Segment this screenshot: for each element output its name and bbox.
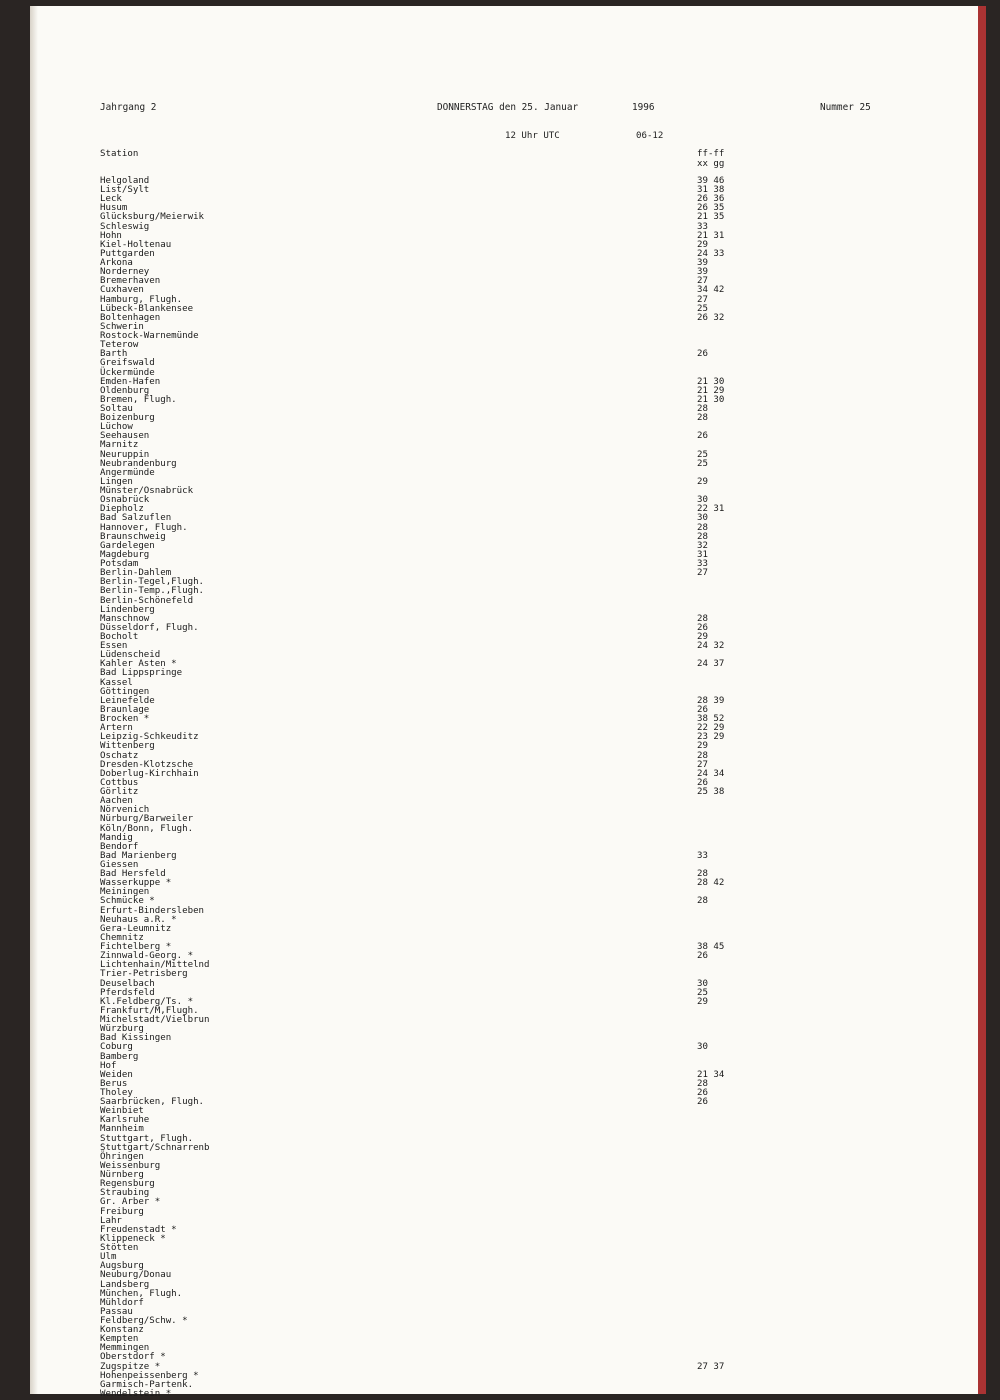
cell-0: Kahler Asten * (100, 659, 177, 670)
cell-12: 33 (697, 221, 708, 232)
cell-0: Seehausen (100, 431, 150, 442)
cell-0: Angermünde (100, 467, 155, 478)
cell-0: Nörvenich (100, 805, 150, 816)
cell-12: 29 (697, 996, 708, 1007)
cell-12: 25 (697, 303, 708, 314)
cell-0: Kiel-Holtenau (100, 239, 172, 250)
cell-0: Hof (100, 1060, 117, 1071)
cell-0: Feldberg/Schw. * (100, 1316, 188, 1326)
cell-12: 29 (697, 239, 708, 250)
cell-0: Emden-Hafen (100, 376, 161, 387)
cell-0: Mannheim (100, 1124, 144, 1135)
cell-12: 24 34 (697, 768, 725, 779)
cell-0: Düsseldorf, Flugh. (100, 622, 199, 633)
cell-12: 21 34 (697, 1069, 725, 1080)
cell-0: Augsburg (100, 1261, 144, 1272)
cell-0: Gera-Leumnitz (100, 923, 172, 934)
cell-0: Potsdam (100, 559, 139, 570)
cell-12: 26 32 (697, 312, 725, 323)
cell-12: 28 (697, 413, 708, 424)
cell-0: Norderney (100, 267, 150, 278)
cell-0: Bad Marienberg (100, 850, 177, 861)
cell-0: Berlin-Tegel,Flugh. (100, 577, 205, 588)
cell-0: Nürburg/Barweiler (100, 814, 194, 825)
cell-0: Wasserkuppe * (100, 878, 172, 889)
cell-12: 25 38 (697, 787, 725, 798)
cell-0: Berus (100, 1078, 128, 1089)
cell-0: Brocken * (100, 714, 150, 725)
cell-0: Köln/Bonn, Flugh. (100, 823, 194, 834)
cell-0: Bocholt (100, 632, 139, 642)
cell-0: Bremerhaven (100, 276, 161, 287)
cell-12: 24 33 (697, 248, 725, 259)
cell-0: Tholey (100, 1088, 133, 1098)
cell-0: List/Sylt (100, 185, 150, 196)
cell-0: Berlin-Schönefeld (100, 595, 194, 606)
header-time-alt: 06-12 (636, 131, 664, 141)
cell-0: Oldenburg (100, 385, 150, 396)
cell-0: Memmingen (100, 1343, 150, 1354)
cell-0: Leipzig-Schkeuditz (100, 732, 199, 743)
cell-12: 27 37 (697, 1361, 725, 1372)
cell-0: Ückermünde (100, 367, 155, 378)
cell-12: 28 (697, 404, 708, 414)
cell-12: 28 39 (697, 695, 725, 706)
cell-0: Pferdsfeld (100, 987, 155, 998)
cell-0: Saarbrücken, Flugh. (100, 1097, 205, 1108)
cell-0: Hohenpeissenberg * (100, 1370, 199, 1381)
cell-0: Meiningen (100, 887, 150, 898)
cell-0: Bad Lippspringe (100, 668, 183, 679)
cell-12: 30 (697, 495, 708, 506)
header-time: 12 Uhr UTC (505, 131, 560, 141)
cell-0: Weiden (100, 1069, 133, 1080)
cell-12: 30 (697, 978, 708, 989)
cell-12: 28 (697, 1078, 708, 1089)
cell-12: 28 42 (697, 878, 725, 889)
cell-0: Oberstdorf * (100, 1352, 166, 1363)
cell-0: Nürnberg (100, 1170, 144, 1181)
cell-0: Bremen, Flugh. (100, 394, 177, 405)
cell-12: 34 42 (697, 285, 725, 296)
cell-12: 29 (697, 632, 708, 642)
cell-12: 38 45 (697, 942, 725, 953)
cell-0: Berlin-Dahlem (100, 568, 172, 579)
cell-0: Helgoland (100, 176, 150, 186)
cell-0: Stuttgart/Schnarrenb (100, 1142, 210, 1153)
cell-12: 39 (697, 267, 708, 278)
cell-0: Öhringen (100, 1151, 144, 1162)
cell-12: 26 (697, 431, 708, 442)
document-page (30, 6, 978, 1399)
cell-0: Bamberg (100, 1051, 139, 1062)
cell-12: 26 35 (697, 203, 725, 214)
cell-0: Zinnwald-Georg. * (100, 951, 194, 962)
cell-0: Rostock-Warnemünde (100, 331, 199, 342)
cell-12: 26 (697, 704, 708, 715)
cell-0: Wittenberg (100, 741, 155, 752)
cell-12: 24 37 (697, 659, 725, 670)
cell-0: Hohn (100, 230, 122, 241)
cell-12: 22 31 (697, 504, 725, 515)
cell-0: Gardelegen (100, 540, 155, 551)
cell-12: 28 (697, 750, 708, 761)
cell-0: Wendelstein * (100, 1388, 172, 1399)
cell-0: Boltenhagen (100, 312, 161, 323)
cell-0: Oschatz (100, 750, 139, 761)
cell-0: Arkona (100, 258, 133, 269)
cell-0: Stuttgart, Flugh. (100, 1133, 194, 1144)
cell-0: Mühldorf (100, 1297, 144, 1308)
cell-0: Erfurt-Bindersleben (100, 905, 205, 916)
cell-0: Trier-Petrisberg (100, 969, 188, 980)
cell-0: Essen (100, 641, 128, 652)
cell-0: Station (100, 149, 139, 159)
cell-0: Braunschweig (100, 531, 166, 542)
cell-0: Leck (100, 194, 122, 205)
cell-0: Gr. Arber * (100, 1197, 161, 1208)
cell-12: 30 (697, 1042, 708, 1053)
cell-0: Lübeck-Blankensee (100, 303, 194, 314)
cell-0: Teterow (100, 340, 139, 351)
cell-0: Lahr (100, 1215, 122, 1226)
cell-0: Göttingen (100, 686, 150, 697)
cell-0: Bad Kissingen (100, 1033, 172, 1044)
cell-0: Karlsruhe (100, 1115, 150, 1126)
cell-0: Neubrandenburg (100, 458, 177, 469)
cell-0: Freiburg (100, 1206, 144, 1217)
cell-12: 39 (697, 258, 708, 269)
cell-12: 39 46 (697, 176, 725, 186)
cell-0: Berlin-Temp.,Flugh. (100, 586, 205, 597)
cell-0: Manschnow (100, 613, 150, 624)
cell-0: Schwerin (100, 321, 144, 332)
cell-0: Lindenberg (100, 604, 155, 615)
cell-12: 26 (697, 349, 708, 360)
cell-0: Aachen (100, 796, 133, 807)
cell-0: Weinbiet (100, 1106, 144, 1117)
cell-12: 27 (697, 276, 708, 287)
header-nummer: Nummer 25 (820, 102, 871, 113)
cell-0: Michelstadt/Vielbrun (100, 1015, 210, 1026)
cell-12: 26 (697, 1088, 708, 1098)
cell-0: Schleswig (100, 221, 150, 232)
cell-12: 30 (697, 513, 708, 524)
cell-12: 33 (697, 559, 708, 570)
cell-0: Diepholz (100, 504, 144, 515)
cell-0: Münster/Osnabrück (100, 486, 194, 497)
cell-12: 28 (697, 896, 708, 907)
cell-0: Ulm (100, 1252, 117, 1263)
cell-12: 26 (697, 777, 708, 788)
cell-12: 28 (697, 869, 708, 880)
cell-12: 28 (697, 613, 708, 624)
cell-0: Marnitz (100, 440, 139, 451)
cell-0: Lüdenscheid (100, 650, 161, 661)
cell-12: 26 (697, 1097, 708, 1108)
cell-0: Hamburg, Flugh. (100, 294, 183, 305)
cell-0: Bendorf (100, 841, 139, 852)
header-jahrgang: Jahrgang 2 (100, 102, 157, 113)
cell-0: Husum (100, 203, 128, 214)
cell-0: Stötten (100, 1243, 139, 1254)
cell-12: 26 (697, 951, 708, 962)
cell-0: Bad Salzuflen (100, 513, 172, 524)
cell-12: 21 30 (697, 394, 725, 405)
cell-0: Cottbus (100, 777, 139, 788)
cell-12: 38 52 (697, 714, 725, 725)
cell-12: 29 (697, 741, 708, 752)
cell-12: 25 (697, 449, 708, 460)
cell-0: Passau (100, 1306, 133, 1317)
cell-0: Glücksburg/Meierwik (100, 212, 205, 223)
cell-12: xx gg (697, 159, 725, 169)
cell-0: Braunlage (100, 704, 150, 715)
cell-0: Deuselbach (100, 978, 155, 989)
cell-12: 25 (697, 987, 708, 998)
cell-0: Bad Hersfeld (100, 869, 166, 880)
cell-0: Lichtenhain/Mittelnd (100, 960, 210, 971)
cell-12: ff-ff (697, 149, 725, 159)
cell-0: Kempten (100, 1334, 139, 1345)
cell-0: Kl.Feldberg/Ts. * (100, 996, 194, 1007)
cell-0: Neuhaus a.R. * (100, 914, 177, 925)
cell-12: 29 (697, 476, 708, 487)
cell-0: Artern (100, 723, 133, 734)
cell-0: Dresden-Klotzsche (100, 759, 194, 770)
cell-0: Neuruppin (100, 449, 150, 460)
cell-0: Weissenburg (100, 1160, 161, 1171)
cell-12: 24 32 (697, 641, 725, 652)
cell-12: 31 38 (697, 185, 725, 196)
cell-0: Fichtelberg * (100, 942, 172, 953)
cell-12: 28 (697, 522, 708, 533)
cell-12: 21 30 (697, 376, 725, 387)
cell-0: Greifswald (100, 358, 155, 369)
cell-12: 26 36 (697, 194, 725, 205)
cell-12: 23 29 (697, 732, 725, 743)
cell-12: 26 (697, 622, 708, 633)
cell-0: Zugspitze * (100, 1361, 161, 1372)
cell-12: 31 (697, 549, 708, 560)
cell-0: Würzburg (100, 1024, 144, 1035)
cell-0: München, Flugh. (100, 1288, 183, 1299)
cell-12: 25 (697, 458, 708, 469)
cell-0: Landsberg (100, 1279, 150, 1290)
cell-12: 32 (697, 540, 708, 551)
cell-0: Regensburg (100, 1179, 155, 1190)
cell-0: Garmisch-Partenk. (100, 1379, 194, 1390)
cell-0: Schmücke * (100, 896, 155, 907)
cell-0: Kassel (100, 677, 133, 688)
cell-0: Cuxhaven (100, 285, 144, 296)
cell-12: 21 31 (697, 230, 725, 241)
header-year: 1996 (632, 102, 655, 113)
cell-12: 28 (697, 531, 708, 542)
cell-0: Freudenstadt * (100, 1224, 177, 1235)
cell-12: 27 (697, 294, 708, 305)
cell-12: 22 29 (697, 723, 725, 734)
cell-0: Boizenburg (100, 413, 155, 424)
cell-0: Osnabrück (100, 495, 150, 506)
cell-12: 33 (697, 850, 708, 861)
cell-12: 21 29 (697, 385, 725, 396)
cell-0: Doberlug-Kirchhain (100, 768, 199, 779)
cell-0: Puttgarden (100, 248, 155, 259)
cell-0: Leinefelde (100, 695, 155, 706)
cell-0: Mandig (100, 832, 133, 843)
cell-0: Barth (100, 349, 128, 360)
cell-0: Görlitz (100, 787, 139, 798)
cell-0: Lüchow (100, 422, 133, 433)
cell-0: Klippeneck * (100, 1233, 166, 1244)
cell-0: Giessen (100, 860, 139, 870)
cell-0: Soltau (100, 404, 133, 414)
cell-0: Hannover, Flugh. (100, 522, 188, 533)
header-date: DONNERSTAG den 25. Januar (437, 102, 579, 113)
cell-12: 21 35 (697, 212, 725, 223)
cell-12: 27 (697, 759, 708, 770)
cell-0: Neuburg/Donau (100, 1270, 172, 1281)
cell-0: Coburg (100, 1042, 133, 1053)
cell-0: Konstanz (100, 1325, 144, 1336)
cell-0: Frankfurt/M,Flugh. (100, 1005, 199, 1016)
cell-0: Lingen (100, 476, 133, 487)
cell-0: Chemnitz (100, 932, 144, 943)
cell-0: Straubing (100, 1188, 150, 1199)
cell-0: Magdeburg (100, 549, 150, 560)
cell-12: 27 (697, 568, 708, 579)
